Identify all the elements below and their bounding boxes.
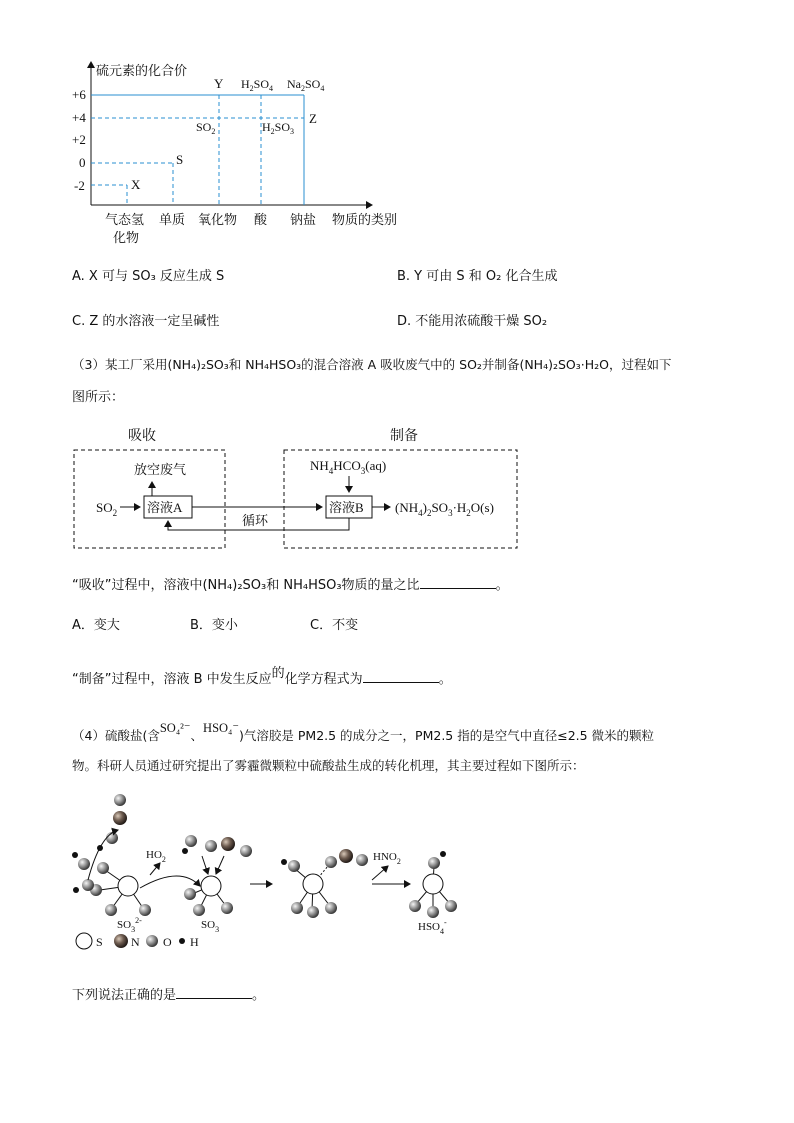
q3-text-line2: 图所示：: [72, 390, 125, 405]
option-c[interactable]: C. Z 的水溶液一定呈碱性: [72, 314, 220, 329]
nh4hco3-label: $NH_4HCO_3(aq)$: [310, 458, 387, 476]
q3-absorb-end: 。: [495, 578, 509, 593]
atom-legend: [76, 933, 199, 949]
q4-line1: [72, 721, 655, 745]
hso4-label: $HSO_4^-$: [418, 918, 447, 936]
y-tick-label: +2: [72, 132, 86, 147]
q4-start: （4）硫酸盐(含: [72, 728, 160, 743]
so3-molecule: [182, 835, 252, 916]
q4-line2: 物。科研人员通过研究提出了雾霾微颗粒中硫酸盐生成的转化机理，其主要过程如下图所示：: [72, 758, 585, 773]
q4-rest: )气溶胶是 PM2.5 的成分之一，PM2.5 指的是空气中直径≤2.5 微米的颗粒: [239, 728, 655, 743]
answer-blank-2[interactable]: [363, 668, 439, 683]
so2-input: $SO_2$: [96, 500, 118, 518]
q3-text-line1: （3）某工厂采用(NH₄)₂SO₃和 NH₄HSO₃的混合溶液 A 吸收废气中的 SO₂并制备(NH₄)₂SO₃·H₂O，过程如下: [72, 357, 672, 372]
y-tick-label: -2: [74, 178, 85, 193]
product-label: $(NH_4)_2SO_3\cdot H_2O(s)$: [395, 500, 494, 518]
x-cat-sodium-salt: 钠盐: [290, 212, 317, 227]
hno2-label: $HNO_2$: [373, 851, 401, 866]
sulfate-mechanism-diagram: [0, 790, 794, 960]
q3-prepare-text-after: 化学方程式为: [284, 672, 363, 687]
option2-c[interactable]: C．不变: [310, 618, 359, 633]
option2-a[interactable]: A．变大: [72, 618, 120, 633]
q4-hso4: HSO₄⁻: [203, 721, 240, 735]
x-cat-oxide: 氧化物: [198, 212, 238, 227]
y-tick-label: 0: [79, 155, 86, 170]
absorb-label: 吸收: [128, 429, 156, 444]
q3-prepare-end: 。: [438, 672, 452, 687]
q3-prepare-de: 的: [271, 666, 285, 681]
point-z: Z: [309, 111, 317, 126]
option-b[interactable]: B. Y 可由 S 和 O₂ 化合生成: [397, 269, 558, 284]
y-axis-title: 硫元素的化合价: [96, 63, 188, 78]
prepare-label: 制备: [390, 429, 418, 444]
recycle-label: 循环: [242, 513, 269, 528]
point-h2so4: $H_2SO_4$: [241, 77, 274, 93]
legend-h: H: [190, 935, 199, 949]
ho2-label: $HO_2$: [146, 849, 166, 864]
solution-b-label: 溶液B: [329, 500, 364, 515]
q3-prepare-question: [72, 668, 452, 689]
valence-chart: [0, 0, 794, 260]
so3-2minus-molecule: [72, 794, 151, 916]
solution-a-label: 溶液A: [147, 500, 183, 515]
y-tick-label: +6: [72, 87, 86, 102]
legend-o: O: [163, 935, 172, 949]
legend-n: N: [131, 935, 140, 949]
option2-b[interactable]: B．变小: [190, 618, 238, 633]
point-s: S: [176, 152, 184, 167]
option-d[interactable]: D. 不能用浓硫酸干燥 SO₂: [397, 314, 548, 329]
legend-s: S: [96, 935, 103, 949]
intermediate-molecule: [281, 849, 368, 918]
final-text: 下列说法正确的是: [72, 988, 177, 1003]
final-question: [72, 984, 265, 1005]
q3-absorb-question: [72, 574, 509, 595]
x-cat-acid: 酸: [254, 212, 268, 227]
point-h2so3: $H_2SO_3$: [262, 120, 295, 136]
q4-so4: SO₄²⁻: [159, 721, 191, 735]
point-y: Y: [214, 76, 224, 91]
q4-sep: 、: [190, 728, 204, 743]
point-so2: $SO_2$: [196, 120, 216, 136]
answer-blank-1[interactable]: [420, 574, 496, 589]
option-a[interactable]: A. X 可与 SO₃ 反应生成 S: [72, 269, 225, 284]
so3-label: $SO_3$: [201, 919, 220, 934]
point-x: X: [131, 177, 141, 192]
q3-prepare-text-before: “制备”过程中，溶液 B 中发生反应: [72, 672, 272, 687]
hso4-molecule: [409, 851, 457, 918]
x-axis-title: 物质的类别: [332, 212, 398, 227]
x-cat-gas-hydride-2: 化物: [113, 230, 140, 245]
point-na2so4: $Na_2SO_4$: [287, 77, 325, 93]
final-end: 。: [252, 988, 266, 1003]
x-cat-element: 单质: [159, 212, 186, 227]
q3-absorb-text: “吸收”过程中，溶液中(NH₄)₂SO₃和 NH₄HSO₃物质的量之比: [72, 578, 420, 593]
vent-label: 放空废气: [134, 462, 187, 477]
absorption-flow-diagram: [0, 420, 794, 560]
x-cat-gas-hydride-1: 气态氢: [105, 212, 145, 227]
answer-blank-3[interactable]: [176, 984, 252, 999]
y-tick-label: +4: [72, 110, 86, 125]
so3-2minus-label: $SO_3^{2-}$: [117, 916, 142, 934]
